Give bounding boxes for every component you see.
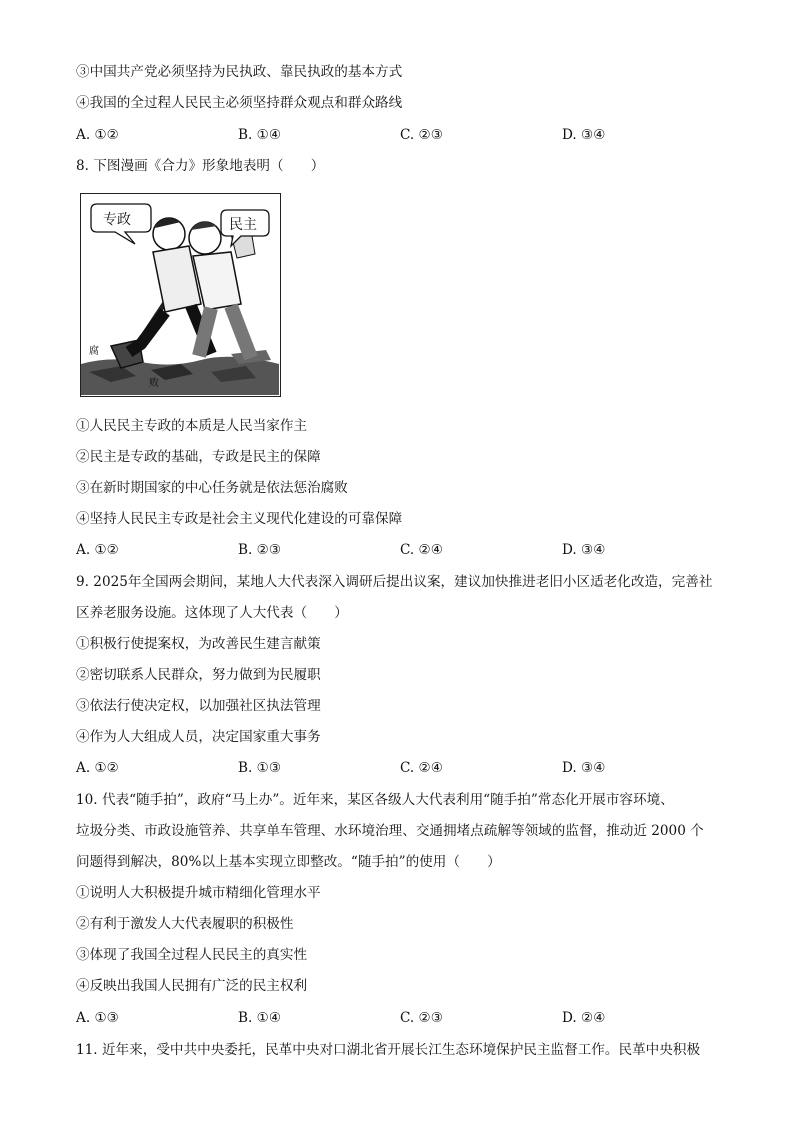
q7-item-4: ④我国的全过程人民民主必须坚持群众观点和群众路线 [76, 95, 403, 111]
q10-option-a[interactable]: A. ①③ [76, 1010, 119, 1026]
q7-option-d[interactable]: D. ③④ [562, 127, 606, 143]
q8-item-3: ③在新时期国家的中心任务就是依法惩治腐败 [76, 480, 348, 496]
q11-stem-line-1: 11. 近年来，受中共中央委托，民革中央对口湖北省开展长江生态环境保护民主监督工作。民革中央积极 [76, 1042, 701, 1058]
q7-option-a[interactable]: A. ①② [76, 127, 119, 143]
ground-label-2: 败 [149, 378, 159, 389]
q7-item-3: ③中国共产党必须坚持为民执政、靠民执政的基本方式 [76, 64, 403, 80]
q9-options [76, 758, 736, 778]
q8-stem: 8. 下图漫画《合力》形象地表明（ ） [76, 158, 325, 174]
cartoon-heli-image [80, 193, 281, 397]
q8-option-a[interactable]: A. ①② [76, 542, 119, 558]
q9-stem-line-1: 9. 2025年全国两会期间，某地人大代表深入调研后提出议案，建议加快推进老旧小区适老化改造，完善社 [76, 574, 713, 590]
q7-option-b[interactable]: B. ①④ [238, 127, 282, 143]
q8-item-1: ①人民民主专政的本质是人民当家作主 [76, 418, 308, 434]
q10-stem-line-1: 10. 代表“随手拍”，政府“马上办”。近年来，某区各级人大代表利用“随手拍”常态化开展市容环境、 [76, 792, 674, 808]
q9-item-2: ②密切联系人民群众，努力做到为民履职 [76, 667, 321, 683]
q9-stem-line-2: 区养老服务设施。这体现了人大代表（ ） [76, 605, 348, 621]
q7-options [76, 125, 736, 145]
q9-option-a[interactable]: A. ①② [76, 760, 119, 776]
bubble-left-text: 专政 [103, 212, 131, 228]
q8-item-4: ④坚持人民民主专政是社会主义现代化建设的可靠保障 [76, 511, 403, 527]
q9-option-d[interactable]: D. ③④ [562, 760, 606, 776]
q7-option-c[interactable]: C. ②③ [400, 127, 443, 143]
bubble-right-text: 民主 [229, 217, 257, 233]
q8-item-2: ②民主是专政的基础，专政是民主的保障 [76, 449, 321, 465]
q10-stem-line-2: 垃圾分类、市政设施管养、共享单车管理、水环境治理、交通拥堵点疏解等领域的监督，推动近 2000 个 [76, 823, 704, 839]
q10-item-1: ①说明人大积极提升城市精细化管理水平 [76, 885, 321, 901]
q9-item-4: ④作为人大组成人员，决定国家重大事务 [76, 729, 321, 745]
q10-item-3: ③体现了我国全过程人民民主的真实性 [76, 947, 308, 963]
q8-options [76, 540, 736, 560]
q10-item-4: ④反映出我国人民拥有广泛的民主权利 [76, 978, 308, 994]
q9-item-3: ③依法行使决定权，以加强社区执法管理 [76, 698, 321, 714]
q10-item-2: ②有利于激发人大代表履职的积极性 [76, 916, 294, 932]
q9-option-b[interactable]: B. ①③ [238, 760, 282, 776]
q10-option-b[interactable]: B. ①④ [238, 1010, 282, 1026]
q10-options [76, 1008, 736, 1028]
ground-label-1: 腐 [89, 346, 99, 357]
cartoon-illustration [81, 194, 279, 395]
q9-item-1: ①积极行使提案权，为改善民生建言献策 [76, 636, 321, 652]
q10-stem-line-3: 问题得到解决，80%以上基本实现立即整改。“随手拍”的使用（ ） [76, 854, 501, 870]
q9-option-c[interactable]: C. ②④ [400, 760, 443, 776]
q10-option-c[interactable]: C. ②③ [400, 1010, 443, 1026]
q8-option-d[interactable]: D. ③④ [562, 542, 606, 558]
q8-option-c[interactable]: C. ②④ [400, 542, 443, 558]
q10-option-d[interactable]: D. ②④ [562, 1010, 606, 1026]
q8-option-b[interactable]: B. ②③ [238, 542, 282, 558]
